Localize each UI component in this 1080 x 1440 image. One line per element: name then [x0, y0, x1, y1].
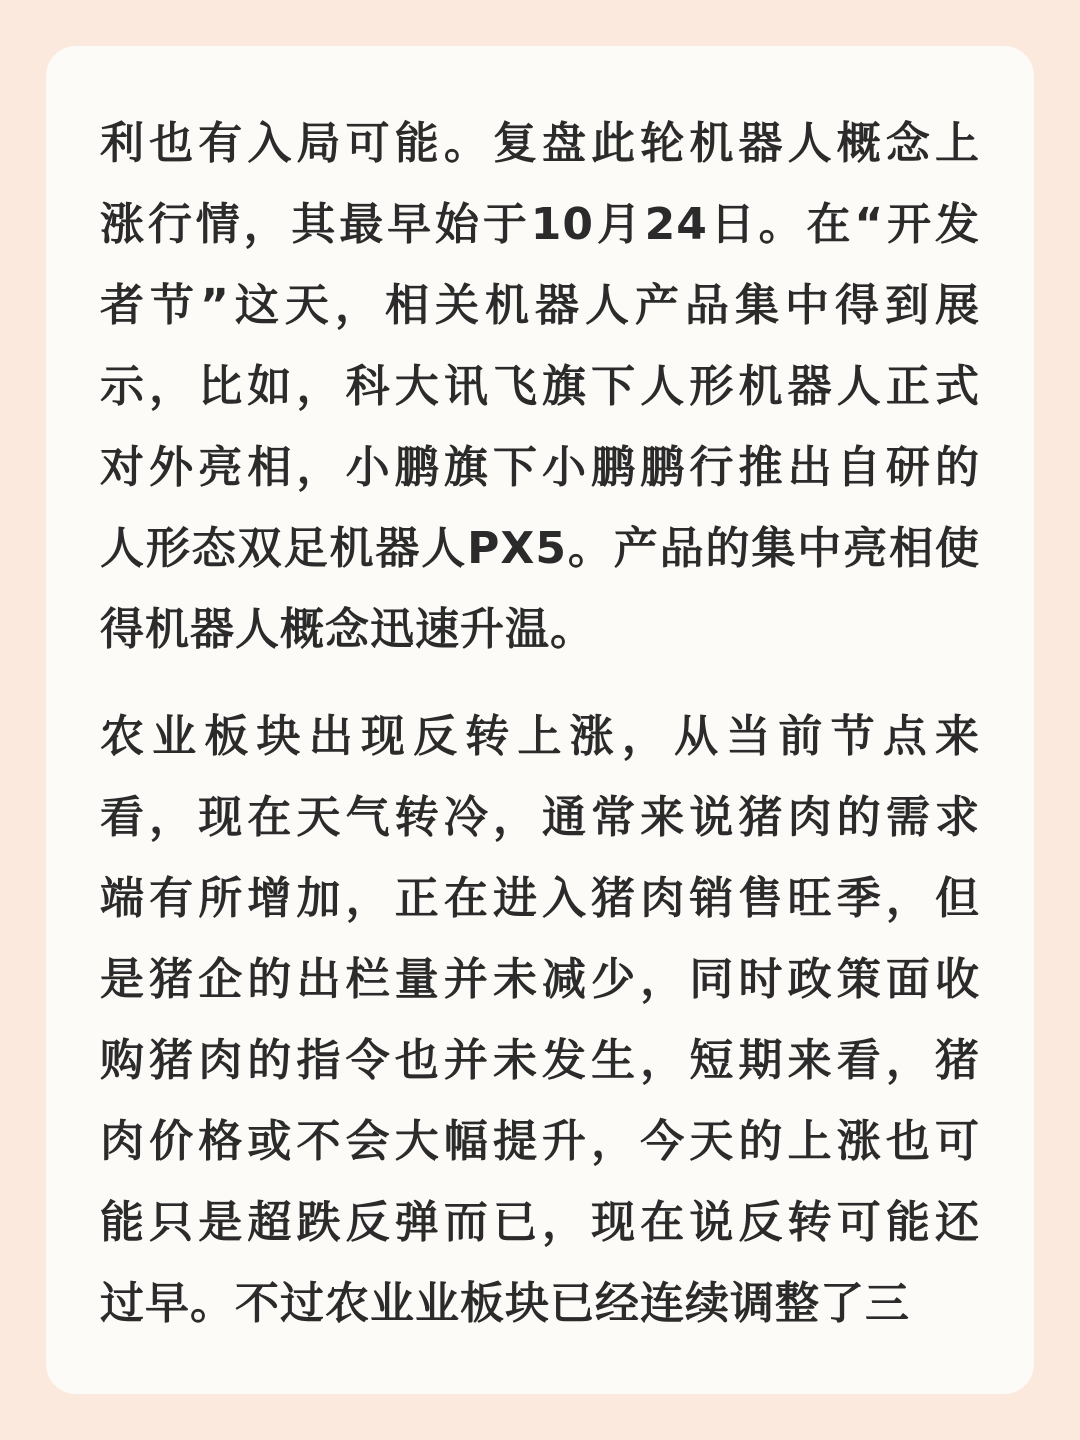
text-line: 是猪企的出栏量并未减少，同时政策面收: [100, 954, 980, 1005]
content-card: [46, 46, 1034, 1394]
text-line: 对外亮相，小鹏旗下小鹏鹏行推出自研的: [100, 442, 980, 493]
paragraph-agriculture-sector: [100, 696, 980, 1344]
text-line: 购猪肉的指令也并未发生，短期来看，猪: [100, 1035, 980, 1086]
text-line: 人形态双足机器人PX5。产品的集中亮相使: [100, 523, 980, 574]
text-line: 看，现在天气转冷，通常来说猪肉的需求: [100, 792, 980, 843]
text-line: 端有所增加，正在进入猪肉销售旺季，但: [100, 873, 980, 924]
text-line: 过早。不过农业业板块已经连续调整了三: [100, 1278, 910, 1329]
text-line: 农业板块出现反转上涨，从当前节点来: [100, 711, 980, 762]
text-line: 能只是超跌反弹而已，现在说反转可能还: [100, 1197, 980, 1248]
text-line: 得机器人概念迅速升温。: [100, 604, 595, 655]
text-line: 肉价格或不会大幅提升，今天的上涨也可: [100, 1116, 980, 1167]
text-line: 涨行情，其最早始于10月24日。在“开发: [100, 199, 980, 250]
text-line: 者节”这天，相关机器人产品集中得到展: [100, 280, 980, 331]
paragraph-robot-concept: [100, 103, 980, 670]
text-line: 利也有入局可能。复盘此轮机器人概念上: [100, 118, 980, 169]
text-line: 示，比如，科大讯飞旗下人形机器人正式: [100, 361, 980, 412]
